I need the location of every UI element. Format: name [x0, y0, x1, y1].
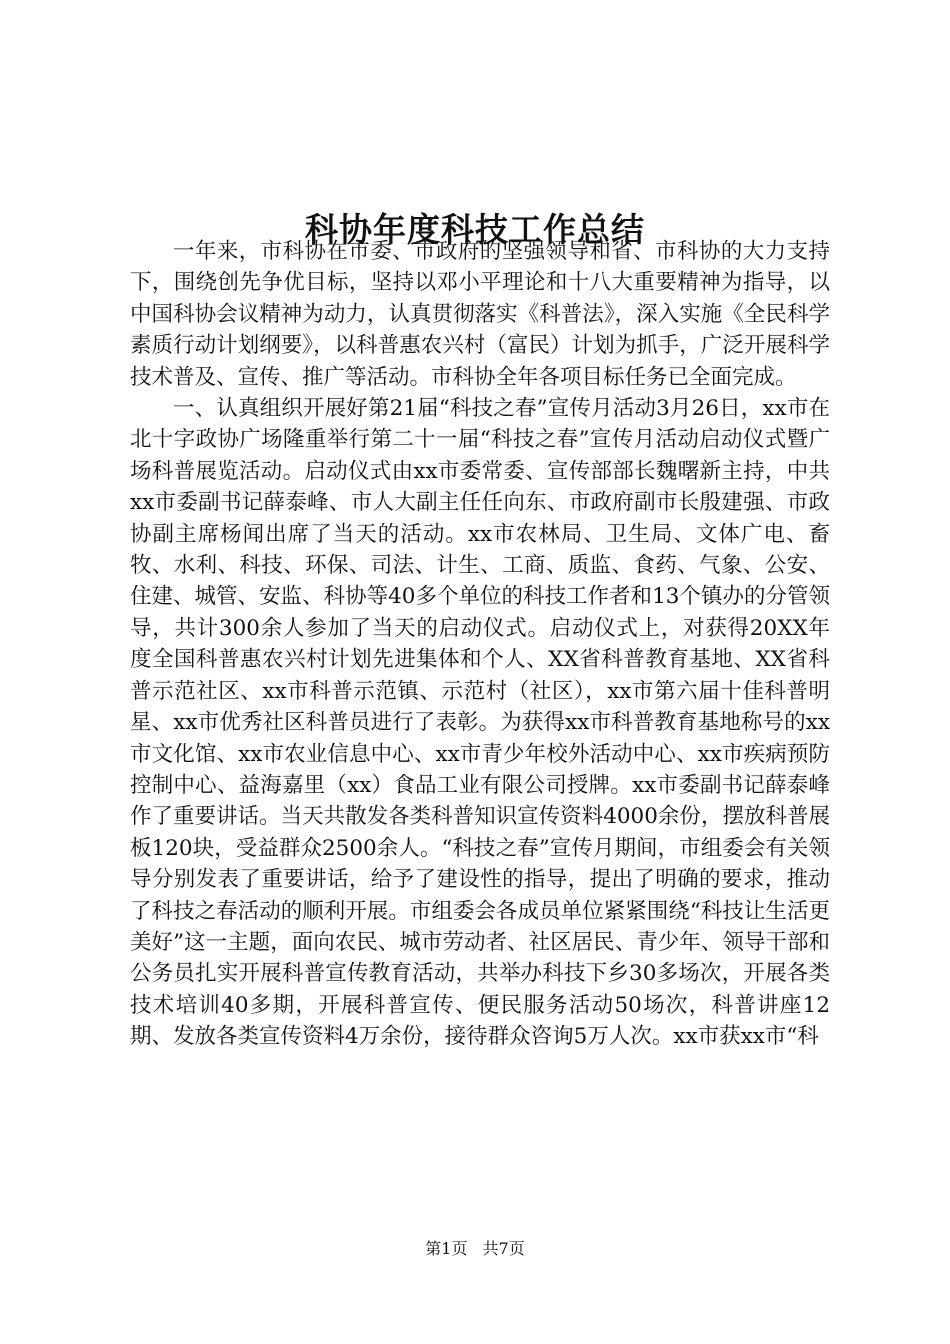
- page-total: 共7页: [482, 1239, 525, 1258]
- page-number: 第1页: [425, 1239, 468, 1258]
- document-body: [130, 236, 830, 1053]
- body-paragraph: 一、认真组织开展好第21届“科技之春”宣传月活动3月26日，xx市在北十字政协广场隆重举行第二十一届“科技之春”宣传月活动启动仪式暨广场科普展览活动。启动仪式由xx市委常委、宣传部部长魏曙新主持，中共xx市委副书记薛泰峰、市人大副主任任向东、市政府副市长殷建强、市政协副主席杨闻出席了当天的活动。xx市农林局、卫生局、文体广电、畜牧、水利、科技、环保、司法、计生、工商、质监、食药、气象、公安、住建、城管、安监、科协等40多个单位的科技工作者和13个镇办的分管领导，共计300余人参加了当天的启动仪式。启动仪式上，对获得20XX年度全国科普惠农兴村计划先进集体和个人、XX省科普教育基地、XX省科普示范社区、xx市科普示范镇、示范村（社区），xx市第六届十佳科普明星、xx市优秀社区科普员进行了表彰。为获得xx市科普教育基地称号的xx市文化馆、xx市农业信息中心、xx市青少年校外活动中心、xx市疾病预防控制中心、益海嘉里（xx）食品工业有限公司授牌。xx市委副书记薛泰峰作了重要讲话。当天共散发各类科普知识宣传资料4000余份，摆放科普展板120块，受益群众2500余人。“科技之春”宣传月期间，市组委会有关领导分别发表了重要讲话，给予了建设性的指导，提出了明确的要求，推动了科技之春活动的顺利开展。市组委会各成员单位紧紧围绕“科技让生活更美好”这一主题，面向农民、城市劳动者、社区居民、青少年、领导干部和公务员扎实开展科普宣传教育活动，共举办科技下乡30多场次，开展各类技术培训40多期，开展科普宣传、便民服务活动50场次，科普讲座12期、发放各类宣传资料4万余份，接待群众咨询5万人次。xx市获xx市“科: [130, 396, 830, 1050]
- document-title: 科协年度科技工作总结: [305, 210, 645, 250]
- body-paragraph: 一年来，市科协在市委、市政府的坚强领导和省、市科协的大力支持下，围绕创先争优目标，坚持以邓小平理论和十八大重要精神为指导，以中国科协会议精神为动力，认真贯彻落实《科普法》，深入实施《全民科学素质行动计划纲要》，以科普惠农兴村（富民）计划为抓手，广泛开展科学技术普及、宣传、推广等活动。市科协全年各项目标任务已全面完成。: [130, 239, 830, 390]
- page-footer: [0, 1238, 950, 1260]
